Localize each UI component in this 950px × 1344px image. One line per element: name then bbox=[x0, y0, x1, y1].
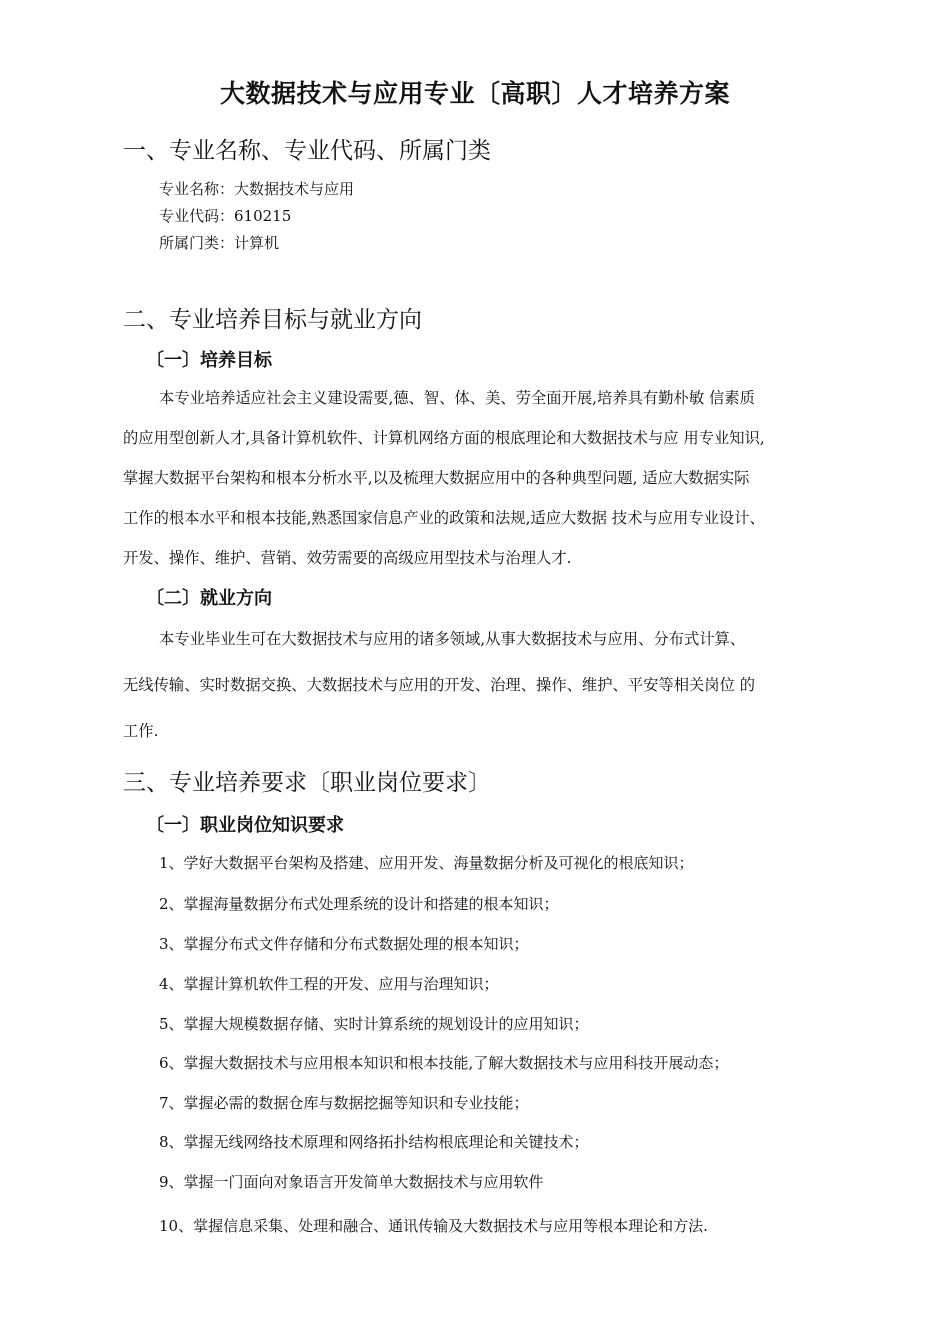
section-3-1-heading: 〔一〕职业岗位知识要求 bbox=[146, 815, 344, 836]
document-title: 大数据技术与应用专业〔高职〕人才培养方案 bbox=[219, 79, 730, 108]
paragraph-line: 本专业培养适应社会主义建设需要,德、智、体、美、劳全面开展,培养具有勤朴敏 信素质 bbox=[159, 389, 755, 407]
employment-paragraph bbox=[123, 616, 843, 754]
list-item: 8、掌握无线网络技术原理和网络拓扑结构根底理论和关键技术； bbox=[159, 1133, 589, 1151]
list-item: 5、掌握大规模数据存储、实时计算系统的规划设计的应用知识； bbox=[159, 1015, 589, 1033]
list-item: 6、掌握大数据技术与应用根本知识和根本技能,了解大数据技术与应用科技开展动态； bbox=[159, 1054, 729, 1072]
list-item: 1、学好大数据平台架构及搭建、应用开发、海量数据分析及可视化的根底知识； bbox=[159, 854, 694, 872]
major-code-line: 专业代码：610215 bbox=[159, 207, 292, 225]
list-item: 7、掌握必需的数据仓库与数据挖掘等知识和专业技能； bbox=[159, 1094, 529, 1112]
paragraph-line: 无线传输、实时数据交换、大数据技术与应用的开发、治理、操作、维护、平安等相关岗位 的 bbox=[123, 676, 756, 694]
section-1-heading: 一、专业名称、专业代码、所属门类 bbox=[123, 138, 491, 164]
category-line: 所属门类：计算机 bbox=[159, 234, 280, 252]
paragraph-line: 工作. bbox=[123, 722, 159, 740]
section-2-2-heading: 〔二〕就业方向 bbox=[146, 588, 272, 609]
major-name-line: 专业名称：大数据技术与应用 bbox=[159, 180, 355, 198]
list-item: 3、掌握分布式文件存储和分布式数据处理的根本知识； bbox=[159, 935, 529, 953]
paragraph-line: 掌握大数据平台架构和根本分析水平,以及梳理大数据应用中的各种典型问题, 适应大数据实际 bbox=[123, 469, 750, 487]
list-item: 2、掌握海量数据分布式处理系统的设计和搭建的根本知识； bbox=[159, 895, 559, 913]
list-item: 9、掌握一门面向对象语言开发简单大数据技术与应用软件 bbox=[159, 1173, 544, 1191]
section-2-1-heading: 〔一〕培养目标 bbox=[146, 350, 272, 371]
paragraph-line: 的应用型创新人才,具备计算机软件、计算机网络方面的根底理论和大数据技术与应 用专业知识, bbox=[123, 429, 765, 447]
list-item: 4、掌握计算机软件工程的开发、应用与治理知识； bbox=[159, 975, 499, 993]
section-3-heading: 三、专业培养要求〔职业岗位要求〕 bbox=[123, 770, 491, 796]
training-goal-paragraph bbox=[123, 378, 843, 578]
section-2-heading: 二、专业培养目标与就业方向 bbox=[123, 307, 422, 333]
paragraph-line: 开发、操作、维护、营销、效劳需要的高级应用型技术与治理人才. bbox=[123, 549, 572, 567]
paragraph-line: 工作的根本水平和根本技能,熟悉国家信息产业的政策和法规,适应大数据 技术与应用专业设计、 bbox=[123, 509, 765, 527]
list-item: 10、掌握信息采集、处理和融合、通讯传输及大数据技术与应用等根本理论和方法. bbox=[159, 1217, 708, 1235]
paragraph-line: 本专业毕业生可在大数据技术与应用的诸多领域,从事大数据技术与应用、分布式计算、 bbox=[159, 630, 746, 648]
